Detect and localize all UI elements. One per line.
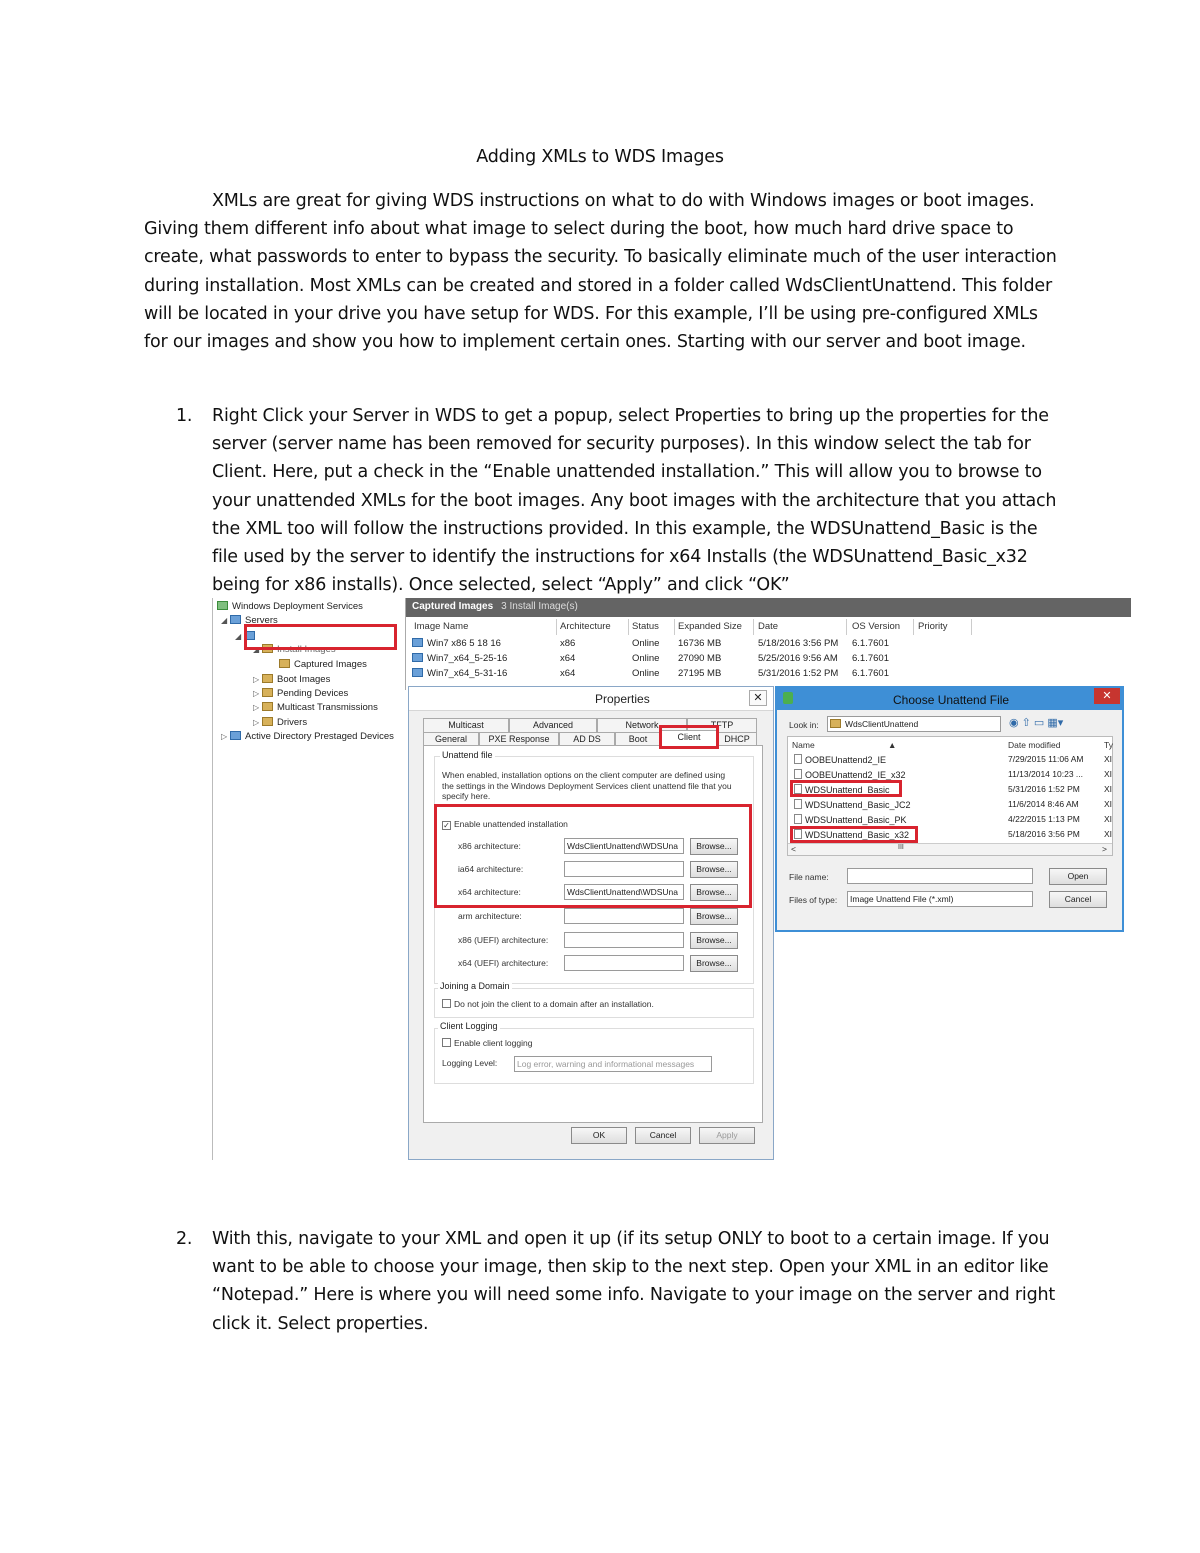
file-type-select[interactable]: Image Unattend File (*.xml) bbox=[847, 891, 1033, 907]
col-type[interactable]: Ty bbox=[1104, 740, 1113, 750]
expand-icon: ▷ bbox=[221, 732, 228, 741]
joining-group-label: Joining a Domain bbox=[440, 981, 510, 991]
tree-ad-prestaged[interactable]: ▷ Active Directory Prestaged Devices bbox=[221, 731, 394, 742]
browse-ia64-button[interactable]: Browse... bbox=[690, 861, 738, 878]
col-date[interactable]: Date modified bbox=[1008, 740, 1061, 750]
tab-network[interactable]: Network bbox=[597, 718, 687, 733]
expand-icon: ▷ bbox=[253, 718, 260, 727]
scroll-right-icon: > bbox=[1102, 844, 1107, 854]
nav-icons[interactable]: ◉ ⇧ ▭ ▦▾ bbox=[1009, 717, 1064, 729]
list-number: 2. bbox=[176, 1229, 193, 1249]
logging-level-select[interactable]: Log error, warning and informational messages bbox=[514, 1056, 712, 1072]
list-text: Right Click your Server in WDS to get a popup, select Properties to bring up the properties for the server (server name has been removed for security purposes). In this window select the tab for Client. Here, put a check in the “Enable unattended installation.” This will allow you to browse to your unattended XMLs for the boot images. Any boot images with the architecture that you attach the XML too will follow the instructions provided. In this example, the WDSUnattend_Basic is the file used by the server to identify the instructions for x64 Installs (the WDSUnattend_Basic_x32 being for x86 installs). Once selected, select “Apply” and click “OK” bbox=[212, 406, 1057, 596]
tree-root[interactable]: Windows Deployment Services bbox=[217, 601, 363, 612]
x64-uefi-label: x64 (UEFI) architecture: bbox=[458, 958, 549, 968]
close-button[interactable]: ✕ bbox=[749, 690, 767, 706]
folder-icon bbox=[262, 717, 273, 726]
expand-icon: ▷ bbox=[253, 675, 260, 684]
intro-paragraph: XMLs are great for giving WDS instructions on what to do with Windows images or boot images. Giving them different info about what image to select during the boot, how much hard drive space to create, what passwords to enter to bypass the security. To basically eliminate much of the user interaction during installation. Most XMLs can be created and stored in a folder called WdsClientUnattend. This folder will be located in your drive you have setup for WDS. For this example, I’ll be using pre-configured XMLs for our images and show you how to implement certain ones. Starting with our server and boot image. bbox=[144, 191, 1057, 353]
tab-pxe-response[interactable]: PXE Response bbox=[479, 732, 559, 747]
cancel-button[interactable]: Cancel bbox=[635, 1127, 691, 1144]
browse-x86-button[interactable]: Browse... bbox=[690, 838, 738, 855]
sort-icon: ▲ bbox=[888, 740, 897, 750]
expand-icon: ◢ bbox=[253, 645, 260, 654]
tab-tftp[interactable]: TFTP bbox=[687, 718, 757, 733]
arm-path-input[interactable] bbox=[564, 908, 684, 924]
client-tab-panel bbox=[423, 745, 763, 1123]
list-number: 1. bbox=[176, 406, 193, 426]
list-header: Captured Images 3 Install Image(s) bbox=[406, 598, 1131, 617]
image-list-panel: Captured Images 3 Install Image(s) Image Name Architecture Status Expanded Size Date OS Version Priority Win7 x86 5 18 16 x86 Online 16736 MB 5/18/2016 3:56 PM 6.1.7601 Win7_x64_5-25-16 x64 Online 27090 MB 5/25/2016 9:56 AM 6.1.7601 Win7_x64_5-31-16 x64 Online 27195 MB 5/31/2016 1:52 PM 6.1.7601 bbox=[405, 598, 1130, 690]
folder-icon bbox=[262, 688, 273, 697]
page-title: Adding XMLs to WDS Images bbox=[476, 147, 724, 167]
file-list: Name ▲ Date modified Ty OOBEUnattend2_IE 7/29/2015 11:06 AM XI OOBEUnattend2_IE_x32 11/13/2014 10:23 ... XI WDSUnattend_Basic 5/31/2016 1:52 PM XI WDSUnattend_Basic_JC2 11/6/2014 8:46 AM XI WDSUnattend_Basic_PK 4/22/2015 1:13 PM XI WDSUnattend_Basic_x32 5/18/2016 3:56 PM XI < III > bbox=[787, 736, 1113, 856]
x64-path-input[interactable]: WdsClientUnattend\WDSUna bbox=[564, 884, 684, 900]
tree-pending-devices[interactable]: ▷ Pending Devices bbox=[253, 688, 349, 699]
col-expanded-size[interactable]: Expanded Size bbox=[678, 621, 742, 632]
image-icon bbox=[412, 653, 423, 662]
tree-captured-images[interactable]: Captured Images bbox=[279, 659, 367, 670]
col-name[interactable]: Name bbox=[792, 740, 815, 750]
col-date[interactable]: Date bbox=[758, 621, 779, 632]
tab-ad-ds[interactable]: AD DS bbox=[559, 732, 615, 747]
highlight-unattend bbox=[434, 804, 752, 908]
properties-dialog bbox=[408, 686, 774, 1160]
no-join-checkbox[interactable]: Do not join the client to a domain after an installation. bbox=[442, 999, 654, 1009]
cancel-button[interactable]: Cancel bbox=[1049, 891, 1107, 908]
highlight-basic bbox=[790, 780, 902, 797]
properties-titlebar bbox=[409, 687, 773, 711]
arm-label: arm architecture: bbox=[458, 911, 522, 921]
expand-icon: ▷ bbox=[253, 703, 260, 712]
xml-file-icon bbox=[794, 814, 802, 824]
browse-x64-button[interactable]: Browse... bbox=[690, 884, 738, 901]
expand-icon: ◢ bbox=[235, 632, 242, 641]
image-icon bbox=[412, 668, 423, 677]
logging-level-label: Logging Level: bbox=[442, 1058, 498, 1068]
folder-icon bbox=[262, 674, 273, 683]
image-icon bbox=[412, 638, 423, 647]
highlight-server bbox=[244, 624, 397, 650]
checkbox-unchecked-icon bbox=[442, 999, 451, 1008]
logging-group-label: Client Logging bbox=[440, 1021, 498, 1031]
checkbox-unchecked-icon bbox=[442, 1038, 451, 1047]
app-icon bbox=[783, 692, 793, 704]
horizontal-scrollbar[interactable] bbox=[788, 843, 1112, 855]
tab-client[interactable]: Client bbox=[661, 730, 717, 747]
chooser-titlebar bbox=[777, 688, 1122, 710]
dialog-title: Properties bbox=[595, 692, 650, 706]
choose-unattend-dialog bbox=[775, 686, 1124, 932]
ad-icon bbox=[230, 731, 241, 740]
browse-x64-uefi-button[interactable]: Browse... bbox=[690, 955, 738, 972]
unattend-description: When enabled, installation options on the client computer are defined using the settings in the Windows Deployment Services client unattend file that you specify here. bbox=[442, 770, 732, 801]
tree-install-images[interactable]: ◢ Install Images bbox=[253, 644, 336, 655]
highlight-client-tab bbox=[659, 725, 719, 749]
col-image-name[interactable]: Image Name bbox=[414, 621, 469, 632]
ok-button[interactable]: OK bbox=[571, 1127, 627, 1144]
scroll-thumb: III bbox=[898, 844, 904, 851]
enable-unattended-checkbox[interactable]: ✓ Enable unattended installation bbox=[443, 819, 568, 830]
checkbox-checked-icon: ✓ bbox=[443, 821, 450, 830]
xml-file-icon bbox=[794, 799, 802, 809]
xml-file-icon bbox=[794, 754, 802, 764]
tab-general[interactable]: General bbox=[423, 732, 479, 747]
x86-uefi-label: x86 (UEFI) architecture: bbox=[458, 935, 549, 945]
file-type-label: Files of type: bbox=[789, 895, 838, 905]
col-priority[interactable]: Priority bbox=[918, 621, 948, 632]
enable-logging-checkbox[interactable]: Enable client logging bbox=[442, 1038, 532, 1048]
browse-x86-uefi-button[interactable]: Browse... bbox=[690, 932, 738, 949]
col-os-version[interactable]: OS Version bbox=[852, 621, 901, 632]
look-in-select[interactable]: WdsClientUnattend bbox=[827, 716, 1001, 732]
close-button[interactable]: ✕ bbox=[1094, 688, 1120, 704]
file-name-label: File name: bbox=[789, 872, 829, 882]
tree-boot-images[interactable]: ▷ Boot Images bbox=[253, 674, 331, 685]
expand-icon: ◢ bbox=[221, 616, 228, 625]
ia64-label: ia64 architecture: bbox=[458, 864, 524, 874]
col-architecture[interactable]: Architecture bbox=[560, 621, 611, 632]
wds-icon bbox=[217, 601, 228, 610]
x86-uefi-path-input[interactable] bbox=[564, 932, 684, 948]
x64-uefi-path-input[interactable] bbox=[564, 955, 684, 971]
scroll-left-icon: < bbox=[791, 844, 796, 854]
file-name-input[interactable] bbox=[847, 868, 1033, 884]
folder-icon bbox=[830, 719, 841, 728]
unattend-group-label: Unattend file bbox=[442, 750, 493, 760]
apply-button[interactable]: Apply bbox=[699, 1127, 755, 1144]
tab-dhcp[interactable]: DHCP bbox=[717, 732, 757, 747]
x64-label: x64 architecture: bbox=[458, 887, 521, 897]
tab-advanced[interactable]: Advanced bbox=[509, 718, 597, 733]
tab-multicast[interactable]: Multicast bbox=[423, 718, 509, 733]
x86-label: x86 architecture: bbox=[458, 841, 521, 851]
open-button[interactable]: Open bbox=[1049, 868, 1107, 885]
list-text: With this, navigate to your XML and open it up (if its setup ONLY to boot to a certain image. If you want to be able to choose your image, then skip to the next step. Open your XML in an editor like “Notepad.” Here is where you will need some info. Navigate to your image on the server and right click it. Select properties. bbox=[212, 1229, 1056, 1334]
tree-drivers[interactable]: ▷ Drivers bbox=[253, 717, 308, 728]
highlight-basic-x32 bbox=[790, 826, 918, 843]
folder-icon bbox=[279, 659, 290, 668]
col-status[interactable]: Status bbox=[632, 621, 659, 632]
browse-arm-button[interactable]: Browse... bbox=[690, 908, 738, 925]
folder-icon bbox=[262, 702, 273, 711]
dialog-title: Choose Unattend File bbox=[893, 693, 1010, 707]
tree-multicast[interactable]: ▷ Multicast Transmissions bbox=[253, 702, 378, 713]
look-in-label: Look in: bbox=[789, 720, 819, 730]
tree-servers[interactable]: ◢ Servers bbox=[221, 615, 278, 626]
expand-icon: ▷ bbox=[253, 689, 260, 698]
tab-boot[interactable]: Boot bbox=[615, 732, 661, 747]
wds-screenshot bbox=[212, 598, 1130, 1160]
x86-path-input[interactable]: WdsClientUnattend\WDSUna bbox=[564, 838, 684, 854]
servers-icon bbox=[230, 615, 241, 624]
xml-file-icon bbox=[794, 769, 802, 779]
mmc-tree bbox=[212, 598, 405, 1160]
